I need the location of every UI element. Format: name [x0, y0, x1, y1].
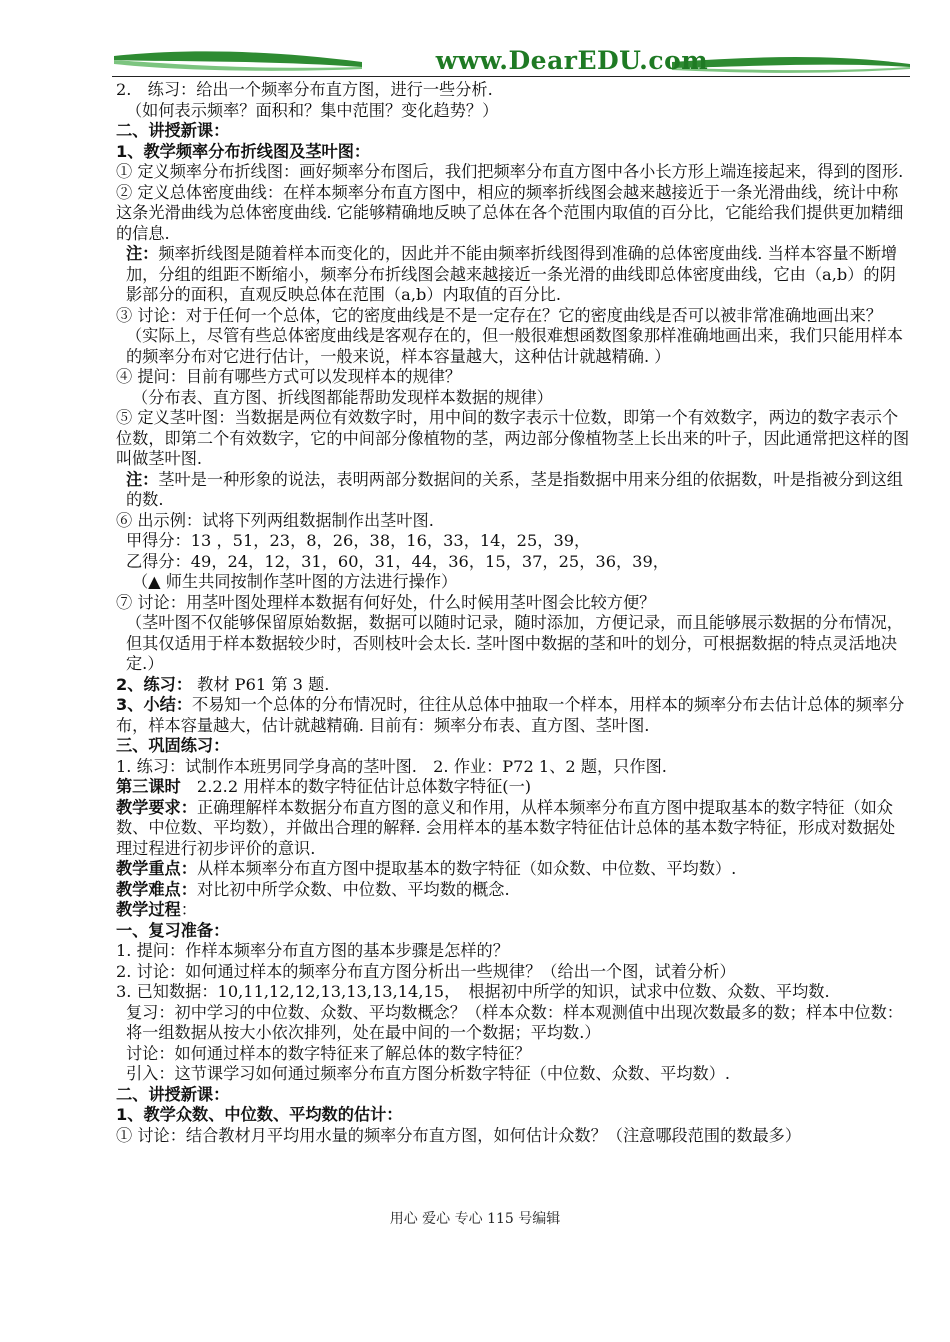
- text-line: [116, 1126, 910, 1147]
- text-line: [116, 982, 910, 1003]
- text-line: [116, 736, 910, 757]
- line-text: 频率折线图是随着样本而变化的，因此并不能由频率折线图得到准确的总体密度曲线. 当样本容量不断增加，分组的组距不断缩小，频率分布折线图会越来越接近一条光滑的曲线即总体密度曲线，它由（a,b）的阴影部分的面积，直观反映总体在范围（a,b）内取值的百分比.: [126, 244, 898, 304]
- text-line: [116, 142, 910, 163]
- line-text: （▲ 师生共同按制作茎叶图的方法进行操作）: [132, 572, 458, 591]
- line-text: 茎叶是一种形象的说法，表明两部分数据间的关系，茎是指数据中用来分组的依据数，叶是指被分到这组的数.: [126, 469, 903, 509]
- text-line: [116, 900, 910, 921]
- line-text: 不易知一个总体的分布情况时，往往从总体中抽取一个样本，用样本的频率分布去估计总体的频率分布，样本容量越大，估计就越精确. 目前有：频率分布表、直方图、茎叶图.: [116, 695, 905, 735]
- line-text: 1、教学众数、中位数、平均数的估计：: [116, 1105, 403, 1124]
- line-lead: 3、小结：: [116, 695, 193, 714]
- line-text: 2. 练习：给出一个频率分布直方图，进行一些分析.: [116, 80, 493, 99]
- document-body: [116, 80, 910, 1146]
- text-line: [116, 777, 910, 798]
- line-text: （茎叶图不仅能够保留原始数据，数据可以随时记录，随时添加，方便记录，而且能够展示数据的分布情况，但其仅适用于样本数据较少时，否则枝叶会太长. 茎叶图中数据的茎和叶的划分，可根据数据的特点灵活地决定.）: [126, 613, 903, 673]
- line-lead: 注：: [126, 469, 159, 489]
- text-line: [116, 388, 910, 409]
- line-lead: 教学难点：: [116, 879, 197, 899]
- line-text: 二、讲授新课：: [116, 121, 230, 140]
- page-footer: 用心 爱心 专心 115 号编辑: [389, 1211, 561, 1227]
- line-text: 乙得分：49，24，12，31，60，31，44，36，15，37，25，36，39，: [126, 551, 669, 571]
- line-text: 3. 已知数据：10,11,12,12,13,13,13,14,15， 根据初中所学的知识，试求中位数、众数、平均数.: [116, 982, 830, 1001]
- line-lead: 注：: [126, 244, 159, 263]
- text-line: [116, 367, 910, 388]
- text-line: [116, 511, 910, 532]
- line-text: 一、复习准备：: [116, 920, 230, 940]
- line-text: ④ 提问：目前有哪些方式可以发现样本的规律？: [116, 367, 462, 386]
- text-line: [116, 695, 910, 736]
- text-line: [116, 859, 910, 880]
- line-lead: 教学重点：: [116, 859, 197, 878]
- line-text: （实际上，尽管有些总体密度曲线是客观存在的，但一般很难想函数图象那样准确地画出来，我们只能用样本的频率分布对它进行估计，一般来说，样本容量越大，这种估计就越精确. ）: [126, 326, 903, 366]
- text-line: [116, 1105, 910, 1126]
- line-text: ③ 讨论：对于任何一个总体，它的密度曲线是不是一定存在？它的密度曲线是否可以被非常准确地画出来？: [116, 305, 882, 325]
- text-line: [116, 798, 910, 860]
- line-text: 2. 讨论：如何通过样本的频率分布直方图分析出一些规律？（给出一个图，试着分析）: [116, 961, 736, 981]
- line-text: 引入：这节课学习如何通过频率分布直方图分析数字特征（中位数、众数、平均数）.: [126, 1064, 731, 1083]
- text-line: [116, 593, 910, 614]
- line-text: ① 讨论：结合教材月平均用水量的频率分布直方图，如何估计众数？（注意哪段范围的数最多）: [116, 1125, 802, 1145]
- text-line: [116, 101, 910, 122]
- line-text: 2.2.2 用样本的数字特征估计总体数字特征(一): [180, 777, 532, 796]
- text-line: [116, 921, 910, 942]
- text-line: [116, 1085, 910, 1106]
- text-line: [116, 306, 910, 327]
- line-text: 1. 练习：试制作本班男同学身高的茎叶图. 2. 作业：P72 1、2 题，只作图.: [116, 756, 667, 776]
- text-line: [116, 613, 910, 675]
- line-lead: 2、练习：: [116, 674, 193, 694]
- line-text: ② 定义总体密度曲线：在样本频率分布直方图中，相应的频率折线图会越来越接近于一条光滑曲线，统计中称这条光滑曲线为总体密度曲线. 它能够精确地反映了总体在各个范围内取值的百分比，它能给我们提供更加精细的信息.: [116, 182, 904, 243]
- line-lead: 教学要求：: [116, 797, 197, 817]
- line-text: ⑦ 讨论：用茎叶图处理样本数据有何好处，什么时候用茎叶图会比较方便？: [116, 592, 656, 612]
- text-line: [116, 675, 910, 696]
- text-line: [116, 962, 910, 983]
- line-text: 1、教学频率分布折线图及茎叶图：: [116, 141, 371, 161]
- page-header: [112, 40, 912, 80]
- line-text: ⑤ 定义茎叶图：当数据是两位有效数字时，用中间的数字表示十位数，即第一个有效数字，两边的数字表示个位数，即第二个有效数字，它的中间部分像植物的茎，两边部分像植物茎上长出来的叶子，因此通常把这样的图叫做茎叶图.: [116, 408, 910, 468]
- line-text: 教材 P61 第 3 题.: [192, 674, 330, 694]
- line-text: 二、讲授新课：: [116, 1084, 230, 1104]
- text-line: [116, 326, 910, 367]
- text-line: [116, 572, 910, 593]
- text-line: [116, 1003, 910, 1044]
- line-text: ⑥ 出示例：试将下列两组数据制作出茎叶图.: [116, 510, 434, 530]
- line-text: 1. 提问：作样本频率分布直方图的基本步骤是怎样的？: [116, 941, 509, 960]
- line-text: 复习：初中学习的中位数、众数、平均数概念？（样本众数：样本观测值中出现次数最多的数；样本中位数：将一组数据从按大小依次排列，处在最中间的一个数据；平均数.）: [126, 1002, 903, 1042]
- text-line: [116, 757, 910, 778]
- line-text: 甲得分：13 ，51，23，8，26，38，16，33，14，25，39，: [126, 531, 591, 550]
- line-text: ① 定义频率分布折线图：画好频率分布图后，我们把频率分布直方图中各小长方形上端连接起来，得到的图形.: [116, 162, 904, 181]
- line-text: 对比初中所学众数、中位数、平均数的概念.: [196, 879, 510, 899]
- text-line: [116, 470, 910, 511]
- text-line: [116, 1044, 910, 1065]
- text-line: [116, 121, 910, 142]
- site-logo: www.DearEDU.com: [435, 46, 709, 75]
- text-line: [116, 941, 910, 962]
- text-line: [116, 1064, 910, 1085]
- text-line: [116, 408, 910, 470]
- text-line: [116, 80, 910, 101]
- text-line: [116, 244, 910, 306]
- line-text: 三、巩固练习：: [116, 736, 230, 755]
- line-text: 正确理解样本数据分布直方图的意义和作用，从样本频率分布直方图中提取基本的数字特征（如众数、中位数、平均数），并做出合理的解释. 会用样本的基本数字特征估计总体的基本数字特征，形成对数据处理过程进行初步评价的意识.: [116, 797, 896, 858]
- line-lead: 第三课时: [116, 777, 181, 796]
- text-line: [116, 880, 910, 901]
- line-text: 从样本频率分布直方图中提取基本的数字特征（如众数、中位数、平均数）.: [196, 859, 737, 878]
- line-text: ：: [180, 900, 197, 919]
- header-rule: [112, 76, 910, 77]
- text-line: [116, 162, 910, 183]
- line-lead: 教学过程: [116, 900, 181, 919]
- line-text: （如何表示频率？面积和？集中范围？变化趋势？）: [126, 100, 499, 120]
- line-text: 讨论：如何通过样本的数字特征来了解总体的数字特征？: [126, 1043, 531, 1063]
- line-text: （分布表、直方图、折线图都能帮助发现样本数据的规律）: [132, 387, 553, 407]
- text-line: [116, 552, 910, 573]
- text-line: [116, 531, 910, 552]
- text-line: [116, 183, 910, 245]
